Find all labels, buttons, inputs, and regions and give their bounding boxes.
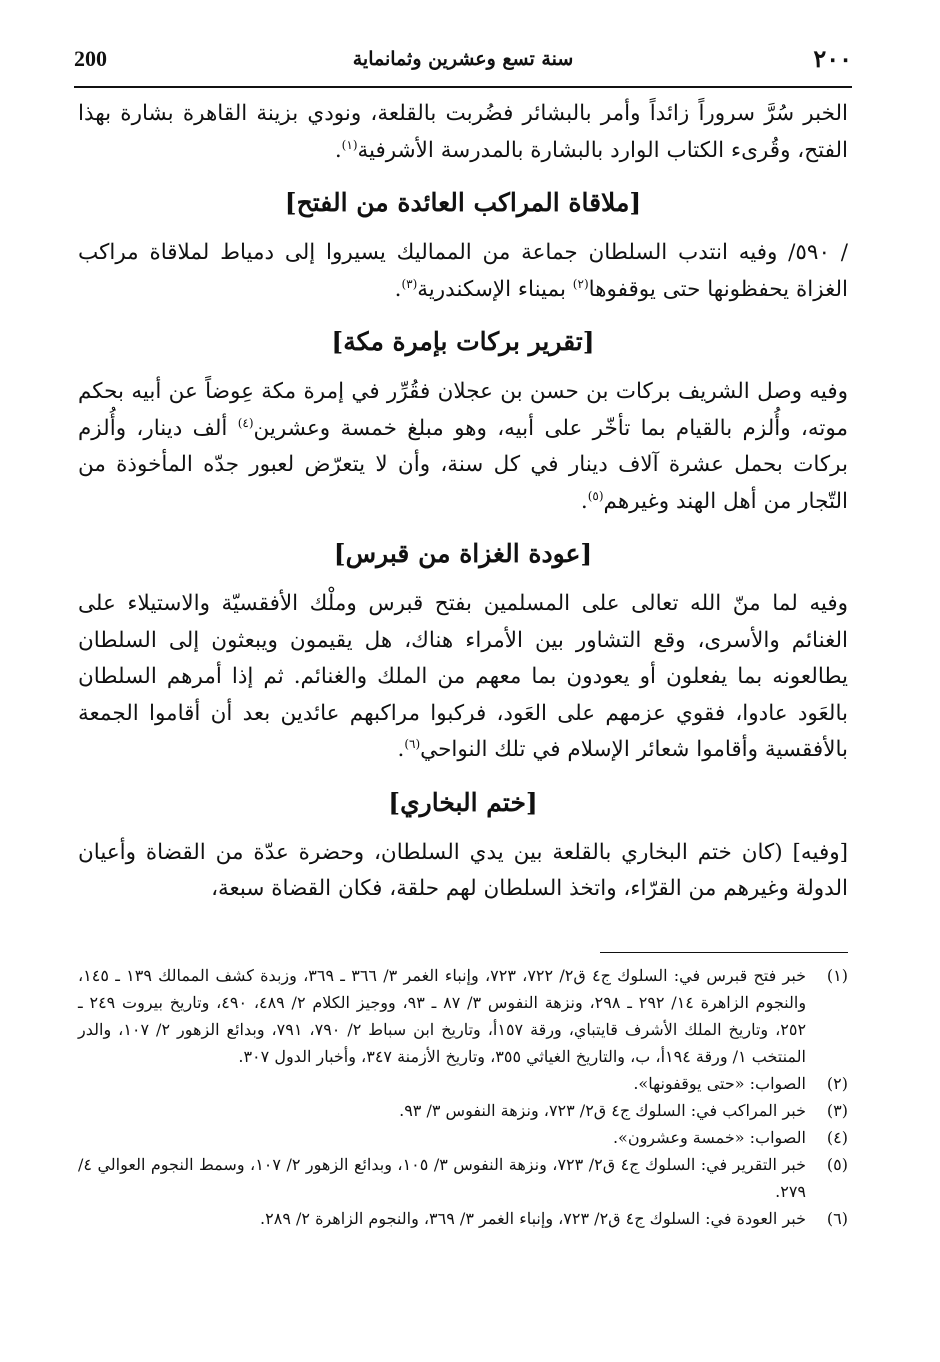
footnote-number: (٣) bbox=[826, 1101, 848, 1120]
footnote-text: خبر العودة في: السلوك ج٤ ق٢/ ٧٢٣، وإنباء الغمر ٣/ ٣٦٩، والنجوم الزاهرة ٢/ ٢٨٩. bbox=[260, 1209, 806, 1228]
text-segment: [وفيه] (كان ختم البخاري بالقلعة بين يدي السلطان، وحضرة عدّة من القضاة وأعيان الدولة وغيرهم من القرّاء، واتخذ السلطان لهم حلقة، فكان القضاة سبعة، bbox=[78, 839, 848, 901]
footnote-separator bbox=[600, 952, 848, 953]
text-segment: وفيه لما منّ الله تعالى على المسلمين بفتح قبرس وملْك الأفقسيّة والاستيلاء على الغنائم والأسرى، وقع التشاور بين الأمراء هناك، هل يقيمون ويبعثون إلى السلطان يطالعونه بما يفعلون أو يعودون بما معهم من الملك والغنائم. ثم إذا أمرهم السلطان بالعَود عادوا، فقوي عزمهم على العَود، فركبوا مراكبهم عائدين بعد أن أقاموا الجمعة بالأفقسية وأقاموا شعائر الإسلام في تلك النواحي bbox=[78, 591, 848, 762]
text-segment: . bbox=[394, 276, 402, 302]
paragraph bbox=[78, 96, 848, 169]
paragraph bbox=[78, 374, 848, 520]
footnote-text: الصواب: «خمسة وعشرون». bbox=[612, 1128, 806, 1147]
footnote bbox=[78, 1124, 848, 1151]
footnote-marker: (٣) bbox=[401, 276, 418, 291]
footnote-text: خبر فتح قبرس في: السلوك ج٤ ق٢/ ٧٢٢، ٧٢٣، وإنباء الغمر ٣/ ٣٦٦ ـ ٣٦٩، وزبدة كشف الممالك ١٣٩ ـ ١٤٥، والنجوم الزاهرة ١٤/ ٢٩٢ ـ ٢٩٨، ونزهة النفوس ٣/ ٨٧ ـ ٩٣، ووجيز الكلام ٢/ ٤٨٩، ٤٩٠، وتاريخ بيروت ٢٤٩ ـ ٢٥٢، وتاريخ الملك الأشرف قايتباي، ورقة ١٥٧أ، وتاريخ ابن سباط ٢/ ٧٩٠، ٧٩١، وبدائع الزهور ٢/ ١٠٧، والدر المنتخب ١/ ورقة ١٩٤أ، ب، والتاريخ الغياثي ٣٥٥، وتاريخ الأزمنة ٣٤٧، وأخبار الدول ٣٠٧. bbox=[78, 966, 807, 1066]
footnote bbox=[78, 962, 848, 1070]
page-header bbox=[74, 40, 852, 90]
text-segment: وفيه وصل الشريف بركات بن حسن بن عجلان فقُرِّر في إمرة مكة عِوضاً عن أبيه بحكم موته، وأُلزم بالقيام بما تأخّر على أبيه، وهو مبلغ خمسة وعشرين bbox=[78, 379, 848, 441]
footnote bbox=[78, 1070, 848, 1097]
text-segment: / ٥٩٠/ وفيه انتدب السلطان جماعة من المماليك يسيروا إلى دمياط لملاقاة مراكب الغزاة يحفظونها حتى يوقفوها bbox=[78, 240, 848, 302]
footnotes bbox=[78, 962, 848, 1232]
section-heading: [عودة الغزاة من قبرس] bbox=[333, 539, 593, 568]
footnote-text: خبر التقرير في: السلوك ج٤ ق٢/ ٧٢٣، ونزهة النفوس ٣/ ١٠٥، وبدائع الزهور ٢/ ١٠٧، وسمط النجوم العوالي ٤/ ٢٧٩. bbox=[78, 1155, 806, 1201]
page-number-arabic: ٢٠٠ bbox=[813, 44, 852, 73]
text-segment: بميناء الإسكندرية bbox=[417, 276, 573, 302]
paragraph bbox=[78, 586, 848, 769]
footnote-marker: (١) bbox=[341, 137, 358, 152]
text-segment: . bbox=[397, 737, 405, 762]
section-heading: [ملاقاة المراكب العائدة من الفتح] bbox=[284, 188, 642, 217]
footnote bbox=[78, 1205, 848, 1232]
running-title: سنة تسع وعشرين وثمانماية bbox=[352, 48, 574, 70]
text-segment: ألف دينار، وأُلزم بركات بحمل عشرة آلاف دينار في كل سنة، وأن لا يتعرّض لعبور جدّه المأخوذة من التّجار من أهل الهند وغيرهم bbox=[78, 415, 848, 514]
footnote-number: (٢) bbox=[826, 1074, 848, 1093]
section-heading: [ختم البخاري] bbox=[388, 787, 538, 817]
main-text bbox=[78, 96, 848, 908]
footnote-number: (٥) bbox=[826, 1155, 848, 1174]
footnote bbox=[78, 1097, 848, 1124]
footnote-text: الصواب: «حتى يوقفونها». bbox=[633, 1074, 806, 1093]
text-segment: . bbox=[580, 488, 588, 514]
paragraph bbox=[78, 235, 848, 308]
page-number-latin: 200 bbox=[74, 46, 107, 71]
footnote-marker: (٥) bbox=[587, 488, 604, 503]
footnote-marker: (٦) bbox=[404, 736, 421, 751]
header-rule bbox=[74, 86, 852, 88]
footnote-number: (١) bbox=[826, 966, 848, 985]
section-heading: [تقرير بركات بإمرة مكة] bbox=[331, 327, 595, 356]
paragraph bbox=[78, 835, 848, 908]
text-segment: . bbox=[334, 137, 342, 163]
footnote-number: (٤) bbox=[826, 1128, 848, 1147]
footnote bbox=[78, 1151, 848, 1205]
text-segment: الخبر سُرَّ سروراً زائداً وأمر بالبشائر فضُربت بالقلعة، ونودي بزينة القاهرة بشارة بهذا الفتح، وقُرىء الكتاب الوارد بالبشارة بالمدرسة الأشرفية bbox=[78, 101, 848, 163]
footnote-marker: (٢) bbox=[572, 276, 589, 291]
footnote-text: خبر المراكب في: السلوك ج٤ ق٢/ ٧٢٣، ونزهة النفوس ٣/ ٩٣. bbox=[399, 1101, 806, 1120]
footnote-marker: (٤) bbox=[237, 415, 254, 430]
footnote-number: (٦) bbox=[826, 1209, 848, 1228]
